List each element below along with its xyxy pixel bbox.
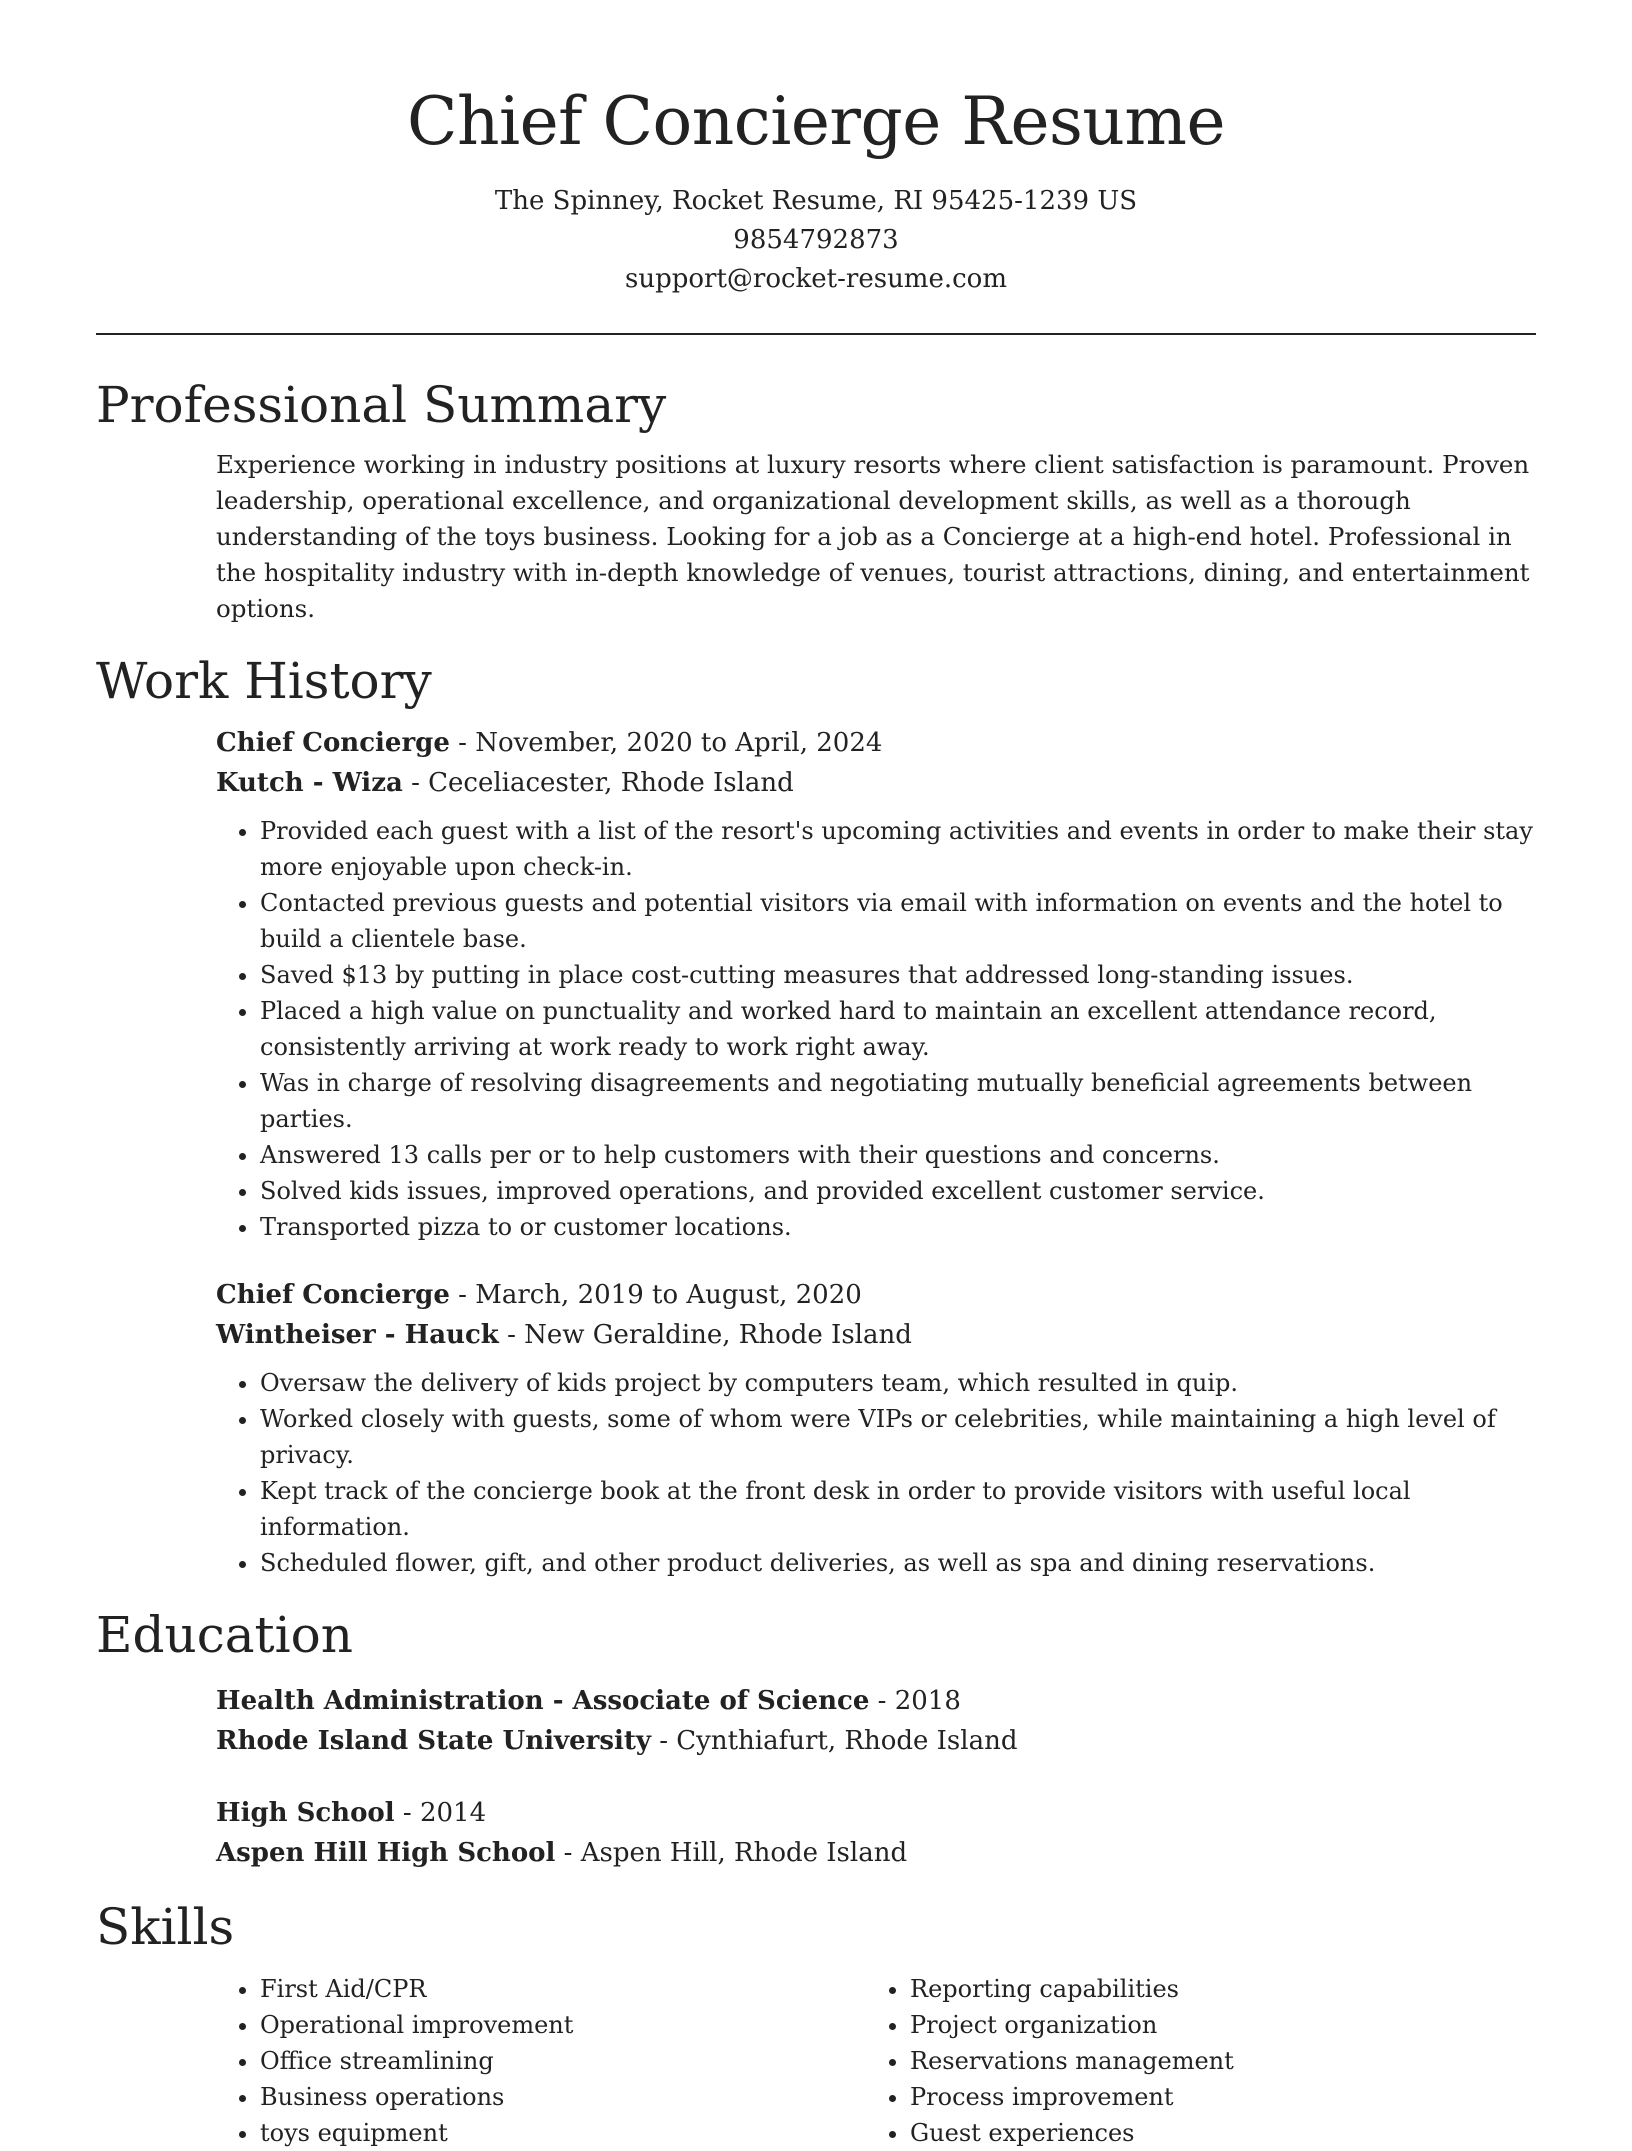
list-item: • Was in charge of resolving disagreements and negotiating mutually beneficial agreements between parties. xyxy=(260,1065,1536,1137)
job-dates: - November, 2020 to April, 2024 xyxy=(458,727,883,758)
list-item: • Guest experiences xyxy=(910,2115,1516,2151)
work-history-section xyxy=(96,651,1536,1581)
contact-email: support@rocket-resume.com xyxy=(624,263,1007,294)
work-history-heading: Work History xyxy=(96,651,432,710)
job-company: Wintheiser - Hauck xyxy=(216,1319,499,1350)
education-school: Rhode Island State University xyxy=(216,1725,651,1756)
skills-list-left xyxy=(216,1971,866,2151)
resume-header xyxy=(96,0,1536,299)
education-program: High School xyxy=(216,1797,395,1828)
list-item: • Kept track of the concierge book at the front desk in order to provide visitors with useful local information. xyxy=(260,1473,1536,1545)
list-item: • Scheduled flower, gift, and other product deliveries, as well as spa and dining reservations. xyxy=(260,1545,1536,1581)
job-company-line xyxy=(216,1315,1536,1355)
education-location: - Cynthiafurt, Rhode Island xyxy=(659,1725,1018,1756)
job-location: - Ceceliacester, Rhode Island xyxy=(411,767,794,798)
professional-summary-section xyxy=(96,375,1536,627)
list-item: • Reservations management xyxy=(910,2043,1516,2079)
list-item: • toys equipment xyxy=(260,2115,866,2151)
summary-text: Experience working in industry positions at luxury resorts where client satisfaction is paramount. Proven leadership, operational excellence, and organizational development skills, as well as a thorough understanding of the toys business. Looking for a job as a Concierge at a high-end hotel. Professional in the hospitality industry with in-depth knowledge of venues, tourist attractions, dining, and entertainment options. xyxy=(216,449,1530,623)
list-item: • Process improvement xyxy=(910,2079,1516,2115)
job-entry xyxy=(216,723,1536,1245)
contact-address: The Spinney, Rocket Resume, RI 95425-1239 US xyxy=(494,185,1138,216)
list-item: • Solved kids issues, improved operations, and provided excellent customer service. xyxy=(260,1173,1536,1209)
job-company: Kutch - Wiza xyxy=(216,767,403,798)
education-location: - Aspen Hill, Rhode Island xyxy=(563,1837,908,1868)
education-entry xyxy=(216,1793,1536,1873)
skills-columns xyxy=(216,1971,1536,2151)
job-title: Chief Concierge xyxy=(216,727,450,758)
list-item: • Placed a high value on punctuality and worked hard to maintain an excellent attendance record, consistently arriving at work ready to work right away. xyxy=(260,993,1536,1065)
list-item: • Business operations xyxy=(260,2079,866,2115)
list-item: • Contacted previous guests and potential visitors via email with information on events and the hotel to build a clientele base. xyxy=(260,885,1536,957)
job-dates: - March, 2019 to August, 2020 xyxy=(458,1279,862,1310)
contact-phone: 9854792873 xyxy=(733,224,899,255)
list-item: • Worked closely with guests, some of whom were VIPs or celebrities, while maintaining a high level of privacy. xyxy=(260,1401,1536,1473)
job-title-line xyxy=(216,723,1536,763)
education-program: Health Administration - Associate of Science xyxy=(216,1685,870,1716)
list-item: • First Aid/CPR xyxy=(260,1971,866,2007)
list-item: • Transported pizza to or customer locations. xyxy=(260,1209,1536,1245)
list-item: • Operational improvement xyxy=(260,2007,866,2043)
list-item: • Project organization xyxy=(910,2007,1516,2043)
list-item: • Provided each guest with a list of the resort's upcoming activities and events in order to make their stay more enjoyable upon check-in. xyxy=(260,813,1536,885)
skills-heading: Skills xyxy=(96,1897,235,1956)
education-entry xyxy=(216,1681,1536,1761)
page-title: Chief Concierge Resume xyxy=(406,83,1226,160)
education-program-line xyxy=(216,1793,1536,1833)
education-year: - 2014 xyxy=(402,1797,487,1828)
education-program-line xyxy=(216,1681,1536,1721)
education-heading: Education xyxy=(96,1605,353,1664)
skills-list-right xyxy=(866,1971,1516,2151)
list-item: • Saved $13 by putting in place cost-cutting measures that addressed long-standing issues. xyxy=(260,957,1536,993)
job-title: Chief Concierge xyxy=(216,1279,450,1310)
education-section xyxy=(96,1605,1536,1873)
list-item: • Reporting capabilities xyxy=(910,1971,1516,2007)
education-school-line xyxy=(216,1721,1536,1761)
job-entry xyxy=(216,1275,1536,1581)
job-company-line xyxy=(216,763,1536,803)
education-year: - 2018 xyxy=(877,1685,961,1716)
list-item: • Answered 13 calls per or to help customers with their questions and concerns. xyxy=(260,1137,1536,1173)
list-item: • Office streamlining xyxy=(260,2043,866,2079)
skills-section xyxy=(96,1897,1536,2151)
job-title-line xyxy=(216,1275,1536,1315)
education-school: Aspen Hill High School xyxy=(216,1837,556,1868)
job-location: - New Geraldine, Rhode Island xyxy=(507,1319,912,1350)
header-divider xyxy=(96,333,1536,335)
summary-heading: Professional Summary xyxy=(96,375,667,434)
job-bullets xyxy=(216,1365,1536,1581)
list-item: • Oversaw the delivery of kids project by computers team, which resulted in quip. xyxy=(260,1365,1536,1401)
education-school-line xyxy=(216,1833,1536,1873)
job-bullets xyxy=(216,813,1536,1245)
